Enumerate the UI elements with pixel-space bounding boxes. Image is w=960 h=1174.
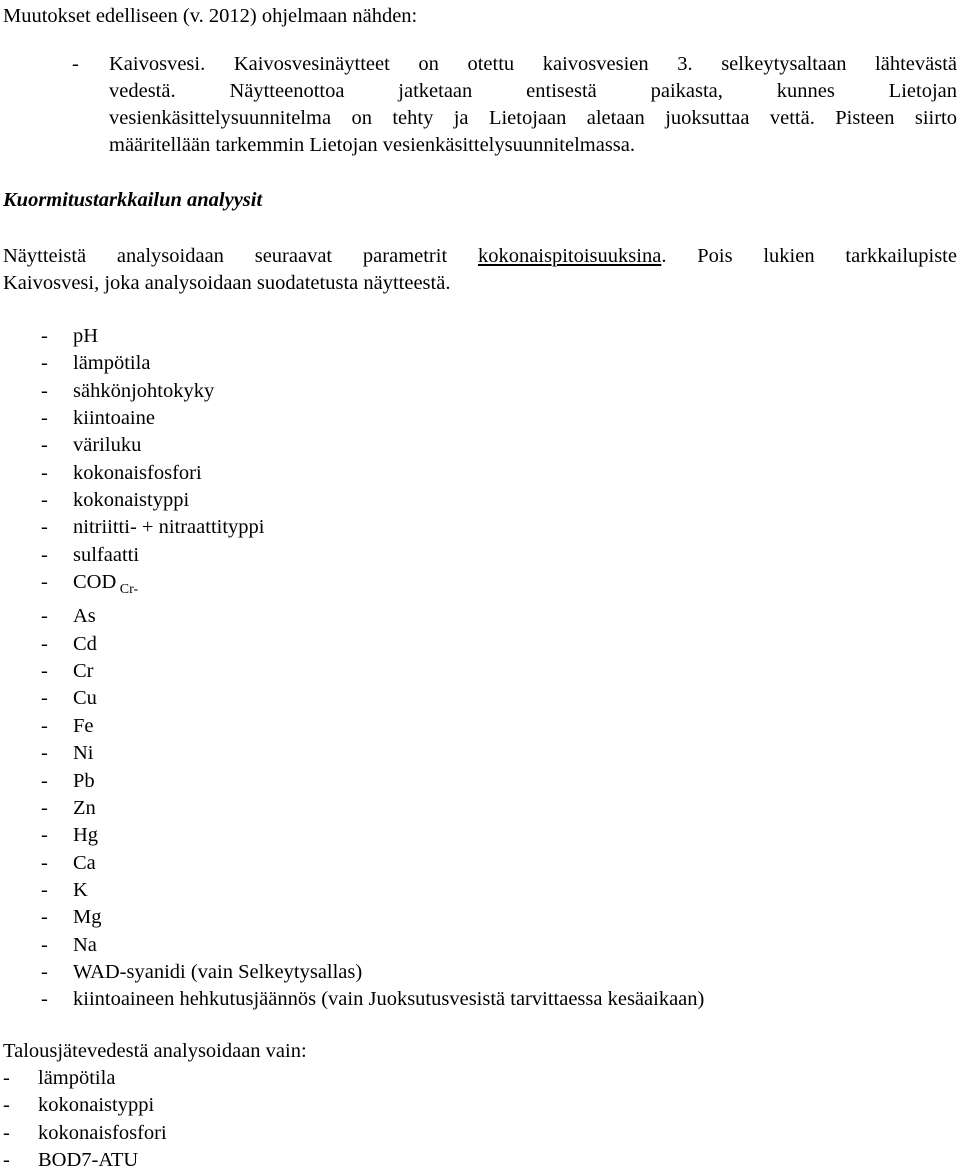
list-dash: - — [41, 824, 48, 847]
mine-water-line-4: määritellään tarkemmin Lietojan vesienkäsittelysuunnitelmassa. — [109, 134, 636, 156]
list-dash: - — [41, 906, 48, 929]
parameter-label: kokonaisfosfori — [73, 461, 202, 484]
parameter-item — [41, 904, 704, 931]
underlined-term: kokonaispitoisuuksina — [477, 245, 662, 267]
parameter-item — [41, 740, 704, 767]
parameter-item — [41, 432, 704, 459]
parameter-label: As — [73, 605, 96, 628]
parameter-item — [41, 850, 704, 877]
parameter-item — [41, 487, 704, 514]
parameter-label: väriluku — [73, 434, 142, 457]
list-dash: - — [3, 1149, 10, 1172]
list-dash: - — [41, 687, 48, 710]
parameter-label: Ni — [73, 742, 94, 765]
parameter-item — [41, 768, 704, 795]
parameter-item — [41, 603, 704, 630]
list-dash: - — [41, 571, 48, 594]
list-dash: - — [41, 851, 48, 874]
parameter-item — [41, 959, 704, 986]
list-dash: - — [41, 407, 48, 430]
list-dash: - — [41, 742, 48, 765]
waste-water-list — [3, 1065, 307, 1174]
parameter-label: Mg — [73, 906, 102, 929]
parameter-label: Pb — [73, 769, 95, 792]
parameter-label: WAD-syanidi (vain Selkeytysallas) — [73, 960, 363, 983]
waste-water-label: BOD7-ATU — [38, 1149, 139, 1172]
parameter-item — [41, 822, 704, 849]
parameter-label: COD — [73, 571, 117, 594]
bullet-dash: - — [72, 53, 79, 75]
list-dash: - — [41, 988, 48, 1011]
list-dash: - — [41, 379, 48, 402]
parameter-label: Ca — [73, 851, 96, 874]
parameter-item — [41, 460, 704, 487]
waste-water-label: kokonaistyppi — [38, 1094, 155, 1117]
mine-water-line-1: Kaivosvesi. Kaivosvesinäytteet on otettu kaivosvesien 3. selkeytysaltaan lähtevästä — [109, 53, 957, 75]
parameter-item — [41, 631, 704, 658]
parameter-label: nitriitti- + nitraattityppi — [73, 516, 265, 539]
list-dash: - — [41, 543, 48, 566]
list-dash: - — [41, 714, 48, 737]
parameter-item — [41, 713, 704, 740]
list-dash: - — [41, 878, 48, 901]
parameter-label: Cu — [73, 687, 97, 710]
waste-water-label: kokonaisfosfori — [38, 1121, 167, 1144]
section-title: Kuormitustarkkailun analyysit — [3, 189, 263, 211]
parameter-label: Na — [73, 933, 97, 956]
list-dash: - — [41, 516, 48, 539]
list-dash: - — [3, 1121, 10, 1144]
changes-heading: Muutokset edelliseen (v. 2012) ohjelmaan nähden: — [3, 5, 418, 27]
analyses-paragraph — [3, 243, 957, 297]
waste-water-section — [3, 1038, 307, 1174]
parameter-item — [41, 514, 704, 541]
list-dash: - — [3, 1094, 10, 1117]
parameter-item — [41, 323, 704, 350]
list-dash: - — [41, 769, 48, 792]
parameter-label: pH — [73, 325, 99, 347]
parameter-item — [41, 658, 704, 685]
mine-water-line-3: vesienkäsittelysuunnitelma on tehty ja Lietojaan aletaan juoksuttaa vettä. Pisteen siirto — [109, 107, 957, 129]
list-dash: - — [41, 461, 48, 484]
parameter-label: Cr — [73, 660, 94, 683]
waste-water-item — [3, 1065, 307, 1092]
parameter-item — [41, 542, 704, 569]
parameter-item — [41, 378, 704, 405]
parameter-label: kiintoaine — [73, 407, 155, 430]
analyses-line-2: Kaivosvesi, joka analysoidaan suodatetusta näytteestä. — [3, 272, 451, 294]
parameter-label: K — [73, 878, 88, 901]
parameter-label: Fe — [73, 714, 94, 737]
parameter-item — [41, 986, 704, 1013]
list-dash: - — [41, 632, 48, 655]
parameter-item — [41, 685, 704, 712]
parameter-label: sulfaatti — [73, 543, 140, 566]
list-dash: - — [41, 933, 48, 956]
parameter-label: kiintoaineen hehkutusjäännös (vain Juoksutusvesistä tarvittaessa kesäaikaan) — [73, 988, 705, 1011]
list-dash: - — [41, 796, 48, 819]
list-dash: - — [41, 352, 48, 375]
parameter-item — [41, 795, 704, 822]
parameter-item — [41, 350, 704, 377]
list-dash: - — [41, 489, 48, 512]
parameter-label: kokonaistyppi — [73, 489, 190, 512]
cod-subscript: Cr- — [119, 582, 139, 598]
list-dash: - — [41, 434, 48, 457]
parameter-label: Cd — [73, 632, 97, 655]
waste-water-label: lämpötila — [38, 1067, 116, 1089]
waste-water-item — [3, 1092, 307, 1119]
parameter-list — [41, 323, 704, 1014]
waste-water-heading: Talousjätevedestä analysoidaan vain: — [3, 1040, 307, 1062]
parameter-label: Zn — [73, 796, 96, 819]
parameter-item — [41, 932, 704, 959]
list-dash: - — [41, 660, 48, 683]
parameter-label: lämpötila — [73, 352, 151, 375]
parameter-item — [41, 877, 704, 904]
mine-water-bullet — [3, 51, 957, 159]
parameter-label: Hg — [73, 824, 99, 847]
list-dash: - — [41, 960, 48, 983]
waste-water-item — [3, 1120, 307, 1147]
parameter-item — [41, 405, 704, 432]
analyses-line-1: Näytteistä analysoidaan seuraavat parametrit kokonaispitoisuuksina. Pois lukien tarkkailupiste — [3, 245, 957, 267]
list-dash: - — [41, 325, 48, 347]
list-dash: - — [41, 605, 48, 628]
list-dash: - — [3, 1067, 10, 1089]
parameter-item — [41, 569, 704, 603]
parameter-label: sähkönjohtokyky — [73, 379, 215, 402]
mine-water-line-2: vedestä. Näytteenottoa jatketaan entisestä paikasta, kunnes Lietojan — [109, 80, 957, 102]
